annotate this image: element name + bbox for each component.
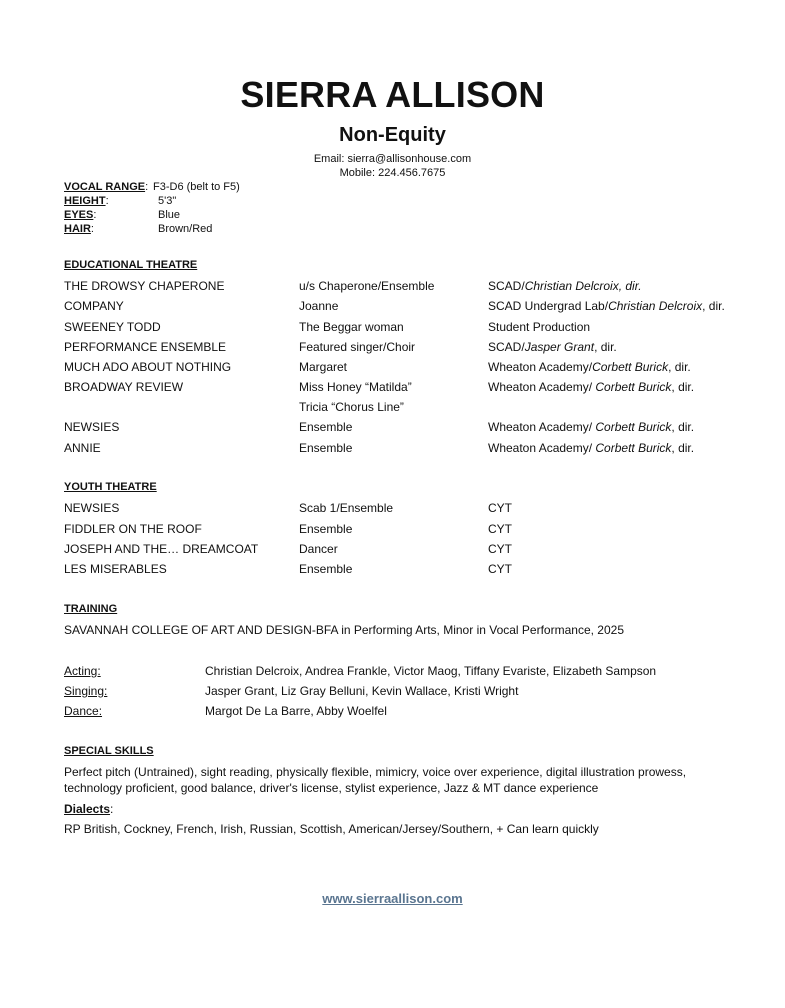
show-title: FIDDLER ON THE ROOF (64, 522, 202, 536)
stat-height-label: HEIGHT: (64, 195, 109, 207)
venue: Wheaton Academy/Corbett Burick, dir. (488, 360, 691, 374)
role: Margaret (299, 360, 348, 374)
mobile: Mobile: 224.456.7675 (339, 167, 446, 179)
section-youth-heading: YOUTH THEATRE (64, 481, 157, 493)
role: Ensemble (299, 441, 353, 455)
role: Dancer (299, 542, 338, 556)
skills-line-1: Perfect pitch (Untrained), sight reading, physically flexible, mimicry, voice over experience, digital illustration prowess, (64, 765, 687, 779)
role: Featured singer/Choir (299, 340, 416, 354)
skills-line-2: technology proficient, good balance, driver's license, stylist experience, Jazz & MT dance experience (64, 781, 599, 795)
training-singing-value: Jasper Grant, Liz Gray Belluni, Kevin Wallace, Kristi Wright (205, 684, 519, 698)
section-training-heading: TRAINING (64, 603, 118, 615)
show-title: NEWSIES (64, 501, 120, 515)
union-status: Non-Equity (339, 124, 446, 146)
show-title: COMPANY (64, 299, 124, 313)
role: Miss Honey “Matilda” (299, 380, 412, 394)
stat-height-value: 5'3" (158, 195, 177, 207)
venue: CYT (488, 542, 512, 556)
stat-eyes-label: EYES: (64, 209, 97, 221)
show-title: LES MISERABLES (64, 562, 167, 576)
training-acting-label: Acting: (64, 664, 101, 678)
role: Joanne (299, 299, 339, 313)
venue: SCAD/Christian Delcroix, dir. (488, 279, 642, 293)
section-skills-heading: SPECIAL SKILLS (64, 745, 154, 757)
venue: Wheaton Academy/ Corbett Burick, dir. (488, 441, 695, 455)
role: Scab 1/Ensemble (299, 501, 394, 515)
venue: CYT (488, 522, 512, 536)
venue: CYT (488, 562, 512, 576)
website-link[interactable]: www.sierraallison.com (322, 891, 463, 906)
show-title: JOSEPH AND THE… DREAMCOAT (64, 542, 259, 556)
dialects-list: RP British, Cockney, French, Irish, Russian, Scottish, American/Jersey/Southern, + Can learn quickly (64, 822, 599, 836)
training-acting-value: Christian Delcroix, Andrea Frankle, Victor Maog, Tiffany Evariste, Elizabeth Sampson (205, 664, 657, 678)
role: Tricia “Chorus Line” (299, 400, 404, 414)
stat-vocal-range-value: F3-D6 (belt to F5) (153, 181, 240, 193)
dialects-label: Dialects: (64, 802, 114, 816)
show-title: MUCH ADO ABOUT NOTHING (64, 360, 232, 374)
show-title: BROADWAY REVIEW (64, 380, 184, 394)
venue: CYT (488, 501, 512, 515)
training-dance-label: Dance: (64, 704, 103, 718)
training-dance-value: Margot De La Barre, Abby Woelfel (205, 704, 387, 718)
stat-hair-value: Brown/Red (158, 223, 213, 235)
stat-vocal-range-label: VOCAL RANGE: (64, 181, 149, 193)
role: u/s Chaperone/Ensemble (299, 279, 435, 293)
role: Ensemble (299, 522, 353, 536)
show-title: NEWSIES (64, 420, 120, 434)
resume-name: SIERRA ALLISON (240, 74, 545, 115)
venue: Wheaton Academy/ Corbett Burick, dir. (488, 420, 695, 434)
section-educational-heading: EDUCATIONAL THEATRE (64, 259, 198, 271)
show-title: THE DROWSY CHAPERONE (64, 279, 225, 293)
training-singing-label: Singing: (64, 684, 108, 698)
training-school: SAVANNAH COLLEGE OF ART AND DESIGN-BFA in Performing Arts, Minor in Vocal Performance, 2025 (64, 623, 624, 637)
role: Ensemble (299, 420, 353, 434)
show-title: SWEENEY TODD (64, 320, 161, 334)
show-title: ANNIE (64, 441, 101, 455)
stat-eyes-value: Blue (158, 209, 181, 221)
email: Email: sierra@allisonhouse.com (313, 153, 472, 165)
venue: SCAD/Jasper Grant, dir. (488, 340, 617, 354)
role: The Beggar woman (299, 320, 404, 334)
role: Ensemble (299, 562, 353, 576)
venue: Wheaton Academy/ Corbett Burick, dir. (488, 380, 695, 394)
venue: Student Production (488, 320, 591, 334)
show-title: PERFORMANCE ENSEMBLE (64, 340, 227, 354)
venue: SCAD Undergrad Lab/Christian Delcroix, dir. (488, 299, 725, 313)
stat-hair-label: HAIR: (64, 223, 94, 235)
